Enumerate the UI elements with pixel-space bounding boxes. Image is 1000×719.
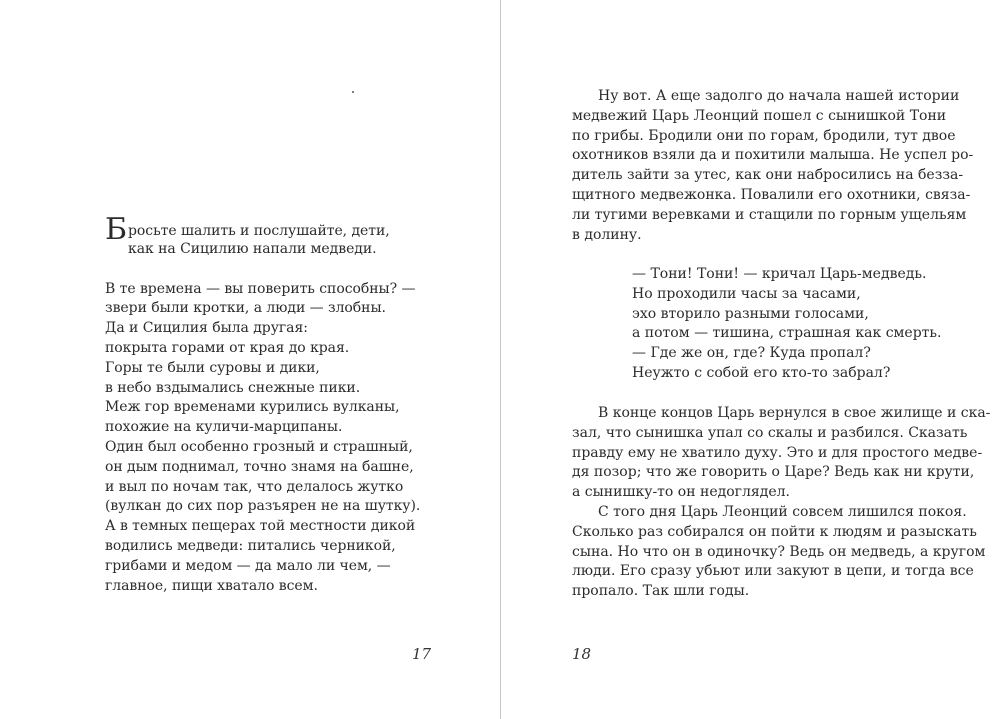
poem-first-line xyxy=(105,212,425,247)
stanza-gap xyxy=(105,260,425,280)
text-line: по грибы. Бродили они по горам, бродили, тут двое xyxy=(572,127,956,144)
poem-line: похожие на куличи-марципаны. xyxy=(105,419,343,436)
paragraph-2 xyxy=(572,404,991,602)
text-line: В конце концов Царь вернулся в свое жилище и ска- xyxy=(598,405,991,421)
poem-line: В те времена — вы поверить способны? — xyxy=(105,280,416,297)
poem-line: и выл по ночам так, что делалось жутко xyxy=(105,478,404,495)
poem-line: покрыта горами от края до края. xyxy=(105,339,350,356)
text-line: Ну вот. А еще задолго до начала нашей истории xyxy=(598,88,960,104)
poem-first-line-text: росьте шалить и послушайте, дети, xyxy=(128,223,390,239)
poem-line: — Тони! Тони! — кричал Царь-медведь. xyxy=(632,266,927,282)
poem-line: — Где же он, где? Куда пропал? xyxy=(632,345,871,362)
poem-line: (вулкан до сих пор разъярен не на шутку). xyxy=(105,498,421,515)
poem-line: водились медведи: питались черникой, xyxy=(105,537,396,554)
text-line: а сынишку-то он недоглядел. xyxy=(572,484,790,501)
text-line: люди. Его сразу убьют или закуют в цепи, и тогда все xyxy=(572,563,974,580)
poem-line: Да и Сицилия была другая: xyxy=(105,320,308,337)
text-line: сына. Но что он в одиночку? Ведь он медведь, а кругом xyxy=(572,543,986,560)
text-line: дитель зайти за утес, как они набросились на безза- xyxy=(572,167,964,184)
poem-line: как на Сицилию напали медведи. xyxy=(128,241,377,257)
text-line: щитного медвежонка. Повалили его охотники, связа- xyxy=(572,186,971,203)
poem-line: Меж гор временами курились вулканы, xyxy=(105,399,400,416)
text-line: дя позор; что же говорить о Царе? Ведь как ни крути, xyxy=(572,464,975,481)
poem-line: Неужто с собой его кто-то забрал? xyxy=(632,364,891,381)
text-line: правду ему не хватило духу. Это и для простого медве- xyxy=(572,444,983,461)
decorative-dot xyxy=(352,91,354,93)
poem-line: а потом — тишина, страшная как смерть. xyxy=(632,325,942,342)
poem-line: в небо вздымались снежные пики. xyxy=(105,379,361,396)
poem-line: звери были кротки, а люди — злобны. xyxy=(105,300,386,317)
poem-line: грибами и медом — да мало ли чем, — xyxy=(105,557,391,574)
text-line: пропало. Так шли годы. xyxy=(572,583,750,600)
text-line: зал, что сынишка упал со скалы и разбился. Сказать xyxy=(572,424,968,441)
text-line: Сколько раз собирался он пойти к людям и разыскать xyxy=(572,523,977,540)
poem-line: он дым поднимал, точно знамя на башне, xyxy=(105,458,414,475)
page-number-left: 17 xyxy=(412,645,432,663)
text-line: медвежий Царь Леонций пошел с сынишкой Тони xyxy=(572,107,947,124)
text-line: в долину. xyxy=(572,226,642,243)
paragraph-1 xyxy=(572,87,974,245)
drop-cap: Б xyxy=(105,212,127,247)
page-number-right: 18 xyxy=(572,645,592,663)
text-line: С того дня Царь Леонций совсем лишился покоя. xyxy=(598,503,967,520)
book-gutter xyxy=(500,0,501,719)
inner-poem xyxy=(632,265,942,384)
poem-line: главное, пищи хватало всем. xyxy=(105,577,318,594)
text-line: ли тугими веревками и стащили по горным ущельям xyxy=(572,206,967,223)
poem-line: А в темных пещерах той местности дикой xyxy=(105,518,416,535)
left-poem xyxy=(105,212,425,596)
poem-line: Горы те были суровы и дики, xyxy=(105,359,320,376)
poem-line: эхо вторило разными голосами, xyxy=(632,305,869,322)
poem-line: Но проходили часы за часами, xyxy=(632,285,861,302)
text-line: охотников взяли да и похитили малыша. Не успел ро- xyxy=(572,147,974,164)
poem-line: Один был особенно грозный и страшный, xyxy=(105,438,413,455)
